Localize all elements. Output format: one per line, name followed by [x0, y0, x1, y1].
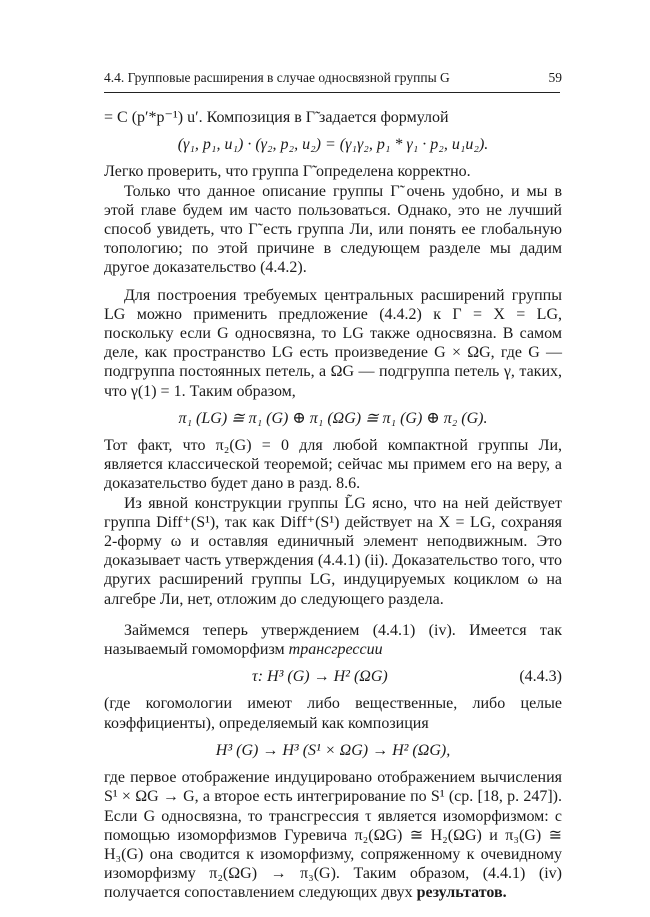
- equation-number: (4.4.3): [519, 668, 562, 686]
- equation-homotopy: π₁ (LG) ≅ π₁ (G) ⊕ π₁ (ΩG) ≅ π₁ (G) ⊕ π₂ (G).: [178, 409, 488, 427]
- paragraph-cohomology: (где когомологии имеют либо вещественные, либо целые коэффициенты), определяемый как композиция: [104, 695, 562, 732]
- page-number: 59: [548, 70, 562, 85]
- transgression-text: Займемся теперь утверждением (4.4.1) (iv). Имеется так называемый гомоморфизм: [104, 621, 562, 659]
- header-title: 4.4. Групповые расширения в случае односвязной группы G: [104, 70, 450, 85]
- paragraph-transgression: [104, 621, 562, 659]
- paragraph-pi2: Тот факт, что π₂(G) = 0 для любой компактной группы Ли, является классической теоремой; сейчас мы примем его на веру, а доказательство будет дано в разд. 8.6.: [104, 437, 562, 493]
- equation-transgression-formula: τ: H³ (G) → H² (ΩG): [252, 668, 388, 686]
- running-header: [104, 70, 562, 86]
- paragraph-central-extensions: Для построения требуемых центральных расширений группы LG можно применить предложение (4.4.2) к Γ = X = LG, поскольку если G односвязна, то LG также односвязна. В самом деле, как пространство LG есть произведение G × ΩG, где G — подгруппа постоянных петель, а ΩG — подгруппа петель γ, таких, что γ(1) = 1. Таким образом,: [104, 286, 562, 400]
- paragraph-description: Только что данное описание группы Γ̃ очень удобно, и мы в этой главе будем им часто пользоваться. Однако, это не лучший способ увидеть, что Γ̃ есть группа Ли, или понять ее глобальную топологию; по этой причине в следующем разделе мы дадим другое доказательство (4.4.2).: [104, 182, 562, 277]
- equation-composition: (γ₁, p₁, u₁) · (γ₂, p₂, u₂) = (γ₁γ₂, p₁ * γ₁ · p₂, u₁u₂).: [177, 136, 489, 154]
- evaluation-text: где первое отображение индуцировано отображением вычисления S¹ × ΩG → G, а второе есть интегрирование по S¹ (ср. [18, p. 247]). Если G односвязна, то трансгрессия τ является изоморфизмом: с помощью изоморфизмов Гуревича π₂(ΩG) ≅ H₂(ΩG) и π₃(G) ≅ H₃(G) она сводится к изоморфизму, сопряженному к очевидному изоморфизму π₂(ΩG) → π₃(G). Таким образом, (4.4.1) (iv) получается сопоставлением следующих двух: [104, 769, 562, 902]
- transgression-term: трансгрессии: [288, 641, 383, 659]
- paragraph-diff-action: Из явной конструкции группы L̃G ясно, что на ней действует группа Diff⁺(S¹), так как Diff⁺(S¹) действует на X = LG, сохраняя 2-форму ω и оставляя единичный элемент неподвижным. Это доказывает часть утверждения (4.4.1) (ii). Доказательство того, что других расширений группы LG, индуцируемых коциклом ω на алгебре Ли, нет, отложим до следующего раздела.: [104, 494, 562, 608]
- equation-composition-map: H³ (G) → H³ (S¹ × ΩG) → H² (ΩG),: [215, 741, 451, 759]
- paragraph-continuation: = C (p′*p⁻¹) u′. Композиция в Γ̃ задается формулой: [104, 109, 449, 126]
- paragraph-evaluation: [104, 768, 562, 902]
- equation-transgression: [104, 667, 562, 686]
- bold-tail: результатов.: [416, 884, 507, 902]
- paragraph-correctness: Легко проверить, что группа Γ̃ определена корректно.: [104, 163, 471, 181]
- page-body: [104, 108, 562, 903]
- header-rule: [104, 92, 560, 93]
